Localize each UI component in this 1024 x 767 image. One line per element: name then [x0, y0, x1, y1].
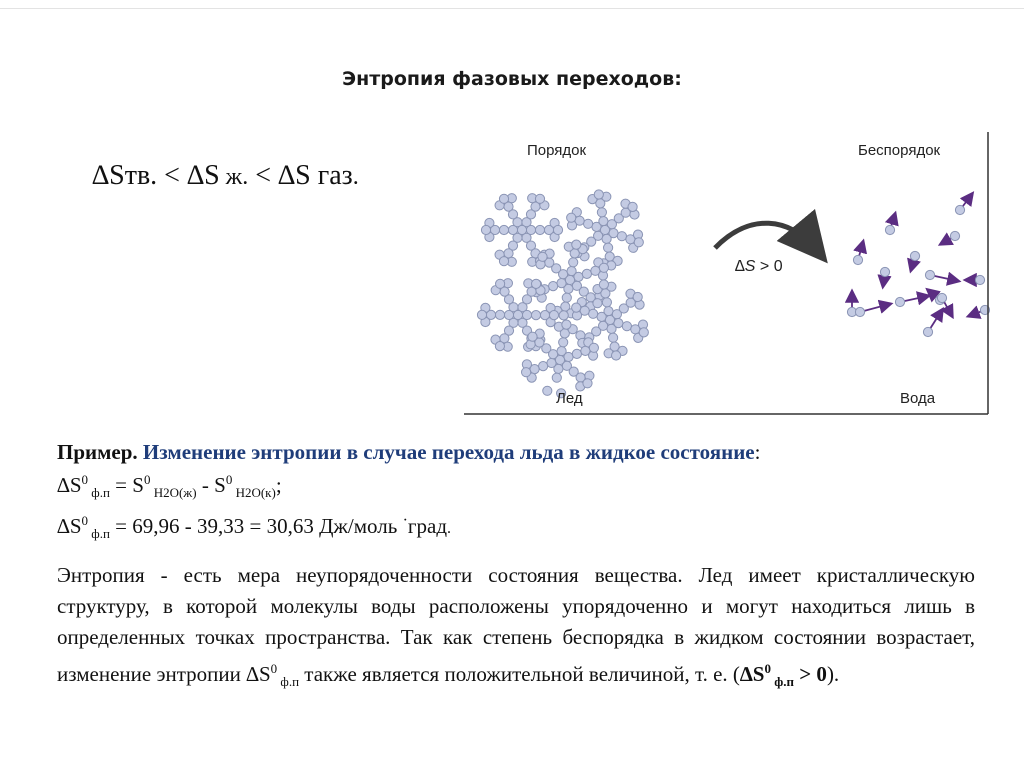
- f2-dot: ·: [402, 512, 408, 530]
- water-molecule: [885, 225, 894, 234]
- inequality-part-4: .: [352, 164, 359, 190]
- ice-molecule: [604, 307, 613, 316]
- ice-molecule: [517, 225, 526, 234]
- ice-molecule: [600, 225, 609, 234]
- ice-molecule: [599, 280, 608, 289]
- ice-molecule: [499, 194, 508, 203]
- ice-molecule: [477, 310, 486, 319]
- slide-title: Энтропия фазовых переходов:: [342, 68, 682, 90]
- ice-molecule: [574, 272, 583, 281]
- ice-molecule: [609, 333, 618, 342]
- example-heading-text: Изменение энтропии в случае перехода льда в жидкое состояние: [137, 440, 755, 464]
- water-molecule: [880, 267, 889, 276]
- ice-molecule: [639, 328, 648, 337]
- ice-molecule: [604, 243, 613, 252]
- ice-molecule: [565, 275, 574, 284]
- ice-molecule: [584, 219, 593, 228]
- f1-sub: ф.п: [88, 485, 110, 501]
- ice-molecule: [495, 310, 504, 319]
- water-molecule: [925, 270, 934, 279]
- f1-sup3: 0: [225, 472, 233, 487]
- inequality-part-1: ∆Sтв. < ∆S: [92, 160, 220, 191]
- ice-molecule: [572, 303, 581, 312]
- example-heading: [57, 438, 975, 466]
- ice-molecule: [602, 234, 611, 243]
- ice-molecule: [547, 358, 556, 367]
- water-molecule: [950, 231, 959, 240]
- ice-molecule: [552, 373, 561, 382]
- ice-molecule: [572, 240, 581, 249]
- ice-molecule: [569, 258, 578, 267]
- ice-molecule: [589, 343, 598, 352]
- ice-molecule: [499, 225, 508, 234]
- f1-sup2: 0: [143, 472, 151, 487]
- ice-molecule: [572, 349, 581, 358]
- ice-molecule: [597, 208, 606, 217]
- diagram-canvas: [460, 130, 990, 418]
- ice-molecule: [633, 292, 642, 301]
- f1-end: ;: [275, 473, 282, 497]
- paragraph-text: Энтропия - есть мера неупорядоченности состояния вещества. Лед имеет кристаллическую структуру, в которой молекулы воды расположены упорядоченно и могут находиться лишь в определенных точках пространства. Так как степень беспорядка в жидком состоянии возрастает, изменение энтропии ∆S: [57, 563, 975, 686]
- water-molecule: [853, 255, 862, 264]
- ice-molecule: [599, 217, 608, 226]
- inequality-part-3: < ∆S газ: [248, 160, 353, 191]
- f2-sup: 0: [81, 513, 89, 529]
- ice-molecule: [535, 194, 544, 203]
- delta-s-label: [735, 258, 783, 276]
- paragraph-end: ).: [826, 662, 840, 686]
- example-block: [57, 438, 975, 548]
- explanation-paragraph: [57, 560, 975, 697]
- delta-s-rest: > 0: [755, 258, 783, 275]
- ice-molecule: [522, 310, 531, 319]
- f1-minus: - S: [196, 473, 226, 497]
- ice-molecule: [605, 315, 614, 324]
- paragraph-bold-expression: [739, 661, 827, 690]
- ice-molecule: [481, 225, 490, 234]
- paragraph-text-2: также является положительной величиной, т. е. (: [299, 662, 740, 686]
- example-label-dot: .: [132, 440, 138, 464]
- ice-molecule: [538, 252, 547, 261]
- ice-molecule: [599, 263, 608, 272]
- bold-delta: ∆S: [739, 662, 765, 686]
- ice-molecule: [589, 309, 598, 318]
- ice-molecule: [539, 362, 548, 371]
- ice-molecule: [532, 279, 541, 288]
- f1-eq: = S: [109, 473, 144, 497]
- f2-delta: ∆S: [57, 514, 82, 539]
- formula-line-1: [57, 466, 975, 507]
- ice-water-diagram: [460, 130, 990, 418]
- ice-crystal-molecules: [477, 190, 648, 398]
- entropy-inequality: [92, 160, 359, 192]
- f1-sup: 0: [81, 472, 89, 487]
- ice-molecule: [614, 319, 623, 328]
- ice-molecule: [553, 225, 562, 234]
- ice-molecule: [562, 293, 571, 302]
- ice-molecule: [564, 352, 573, 361]
- formula-line-2: [57, 507, 975, 548]
- example-heading-colon: :: [754, 440, 761, 464]
- f2-period: .: [447, 520, 452, 538]
- ice-molecule: [522, 368, 531, 377]
- transition-curve-arrow: [715, 223, 815, 248]
- label-order: Порядок: [527, 142, 587, 159]
- f2-sub: ф.п: [88, 526, 110, 542]
- water-molecule: [937, 293, 946, 302]
- ice-molecule: [543, 386, 552, 395]
- ice-molecule: [559, 311, 568, 320]
- f2-unit: град: [407, 514, 448, 539]
- f1-delta: ∆S: [57, 473, 82, 497]
- ice-molecule: [499, 257, 508, 266]
- ice-molecule: [535, 225, 544, 234]
- ice-molecule: [557, 279, 566, 288]
- label-disorder: Беспорядок: [858, 142, 941, 159]
- bold-sub: ф.п: [770, 674, 794, 690]
- ice-molecule: [496, 279, 505, 288]
- ice-molecule: [602, 298, 611, 307]
- ice-molecule: [549, 282, 558, 291]
- ice-molecule: [562, 320, 571, 329]
- ice-molecule: [549, 311, 558, 320]
- delta-s-symbol: ∆S: [735, 258, 756, 275]
- bold-rest: > 0: [793, 662, 827, 686]
- ice-molecule: [582, 269, 591, 278]
- ice-molecule: [531, 311, 540, 320]
- f1-sub2: H2O(ж): [150, 485, 197, 501]
- water-molecule: [895, 297, 904, 306]
- inequality-part-2: ж.: [219, 164, 249, 190]
- f2-calc: = 69,96 - 39,33 = 30,63 Дж/моль: [109, 514, 403, 539]
- ice-molecule: [612, 351, 621, 360]
- ice-molecule: [559, 338, 568, 347]
- ice-molecule: [594, 190, 603, 199]
- ice-molecule: [528, 332, 537, 341]
- example-label: Пример: [57, 440, 133, 464]
- ice-molecule: [593, 299, 602, 308]
- f1-sub3: H2O(к): [232, 485, 276, 501]
- label-ice: Лед: [556, 390, 583, 407]
- water-molecule: [975, 275, 984, 284]
- ice-molecule: [622, 322, 631, 331]
- water-molecules: [847, 194, 989, 337]
- ice-molecule: [634, 238, 643, 247]
- water-molecule: [910, 251, 919, 260]
- bold-sup: 0: [764, 661, 771, 676]
- ice-molecule: [567, 213, 576, 222]
- ice-molecule: [555, 355, 564, 364]
- ice-molecule: [513, 310, 522, 319]
- paragraph-sup: 0: [270, 661, 278, 676]
- ice-molecule: [583, 379, 592, 388]
- ice-molecule: [628, 202, 637, 211]
- water-molecule: [923, 327, 932, 336]
- paragraph-sub: ф.п: [277, 674, 300, 690]
- water-molecule: [955, 205, 964, 214]
- water-molecule: [855, 307, 864, 316]
- ice-molecule: [495, 342, 504, 351]
- slide-border: [0, 8, 1024, 9]
- ice-molecule: [617, 232, 626, 241]
- label-water: Вода: [900, 390, 936, 407]
